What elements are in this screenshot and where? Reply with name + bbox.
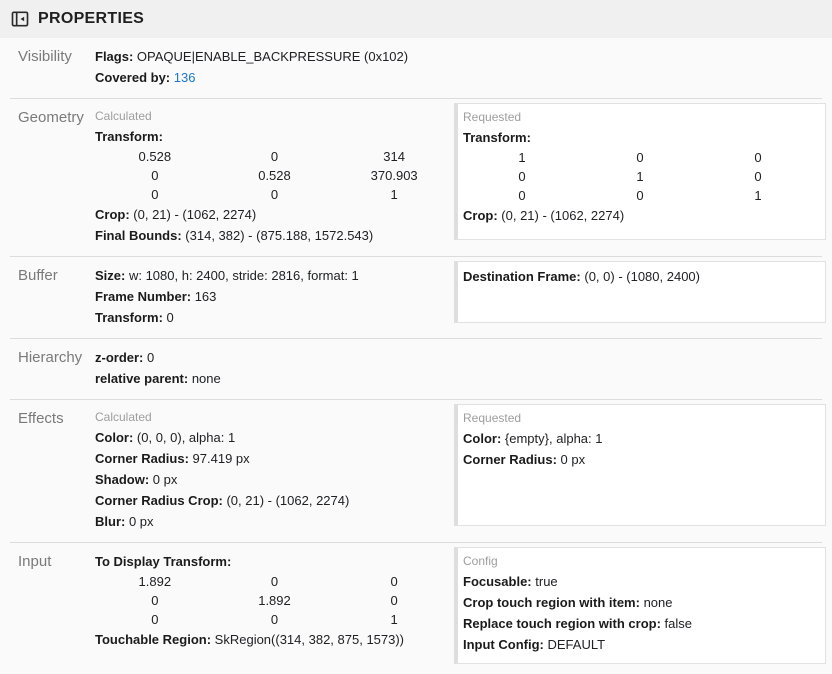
- replace-touch-region-property: [463, 613, 817, 634]
- matrix-cell: 0.528: [138, 149, 172, 164]
- flags-property: [95, 46, 454, 67]
- z-order-property: [95, 347, 454, 368]
- property-label: Crop:: [95, 207, 130, 222]
- corner-radius-property: [463, 449, 817, 470]
- color-property: [95, 427, 454, 448]
- matrix-cell: 0: [518, 169, 526, 184]
- matrix-cell: 1.892: [138, 574, 172, 589]
- corner-radius-crop-property: [95, 490, 454, 511]
- property-label: Replace touch region with crop:: [463, 616, 661, 631]
- property-value: (314, 382) - (875.188, 1572.543): [185, 228, 374, 243]
- transform-property: [463, 127, 817, 148]
- calculated-transform-matrix: [95, 147, 454, 204]
- section-geometry: [0, 99, 832, 256]
- matrix-cell: 0: [270, 149, 279, 164]
- property-value: none: [643, 595, 673, 610]
- property-label: Frame Number:: [95, 289, 192, 304]
- property-label: relative parent:: [95, 371, 189, 386]
- property-value: (0, 21) - (1062, 2274): [501, 208, 625, 223]
- section-label: Visibility: [18, 48, 72, 65]
- property-label: Corner Radius Crop:: [95, 493, 223, 508]
- property-value: 0: [166, 310, 174, 325]
- property-label: Touchable Region:: [95, 632, 212, 647]
- matrix-cell: 0: [151, 187, 159, 202]
- matrix-cell: 314: [383, 149, 405, 164]
- property-value: true: [535, 574, 558, 589]
- matrix-cell: 0: [754, 169, 762, 184]
- property-label: Size:: [95, 268, 126, 283]
- property-label: Focusable:: [463, 574, 532, 589]
- final-bounds-property: [95, 225, 454, 246]
- panel-title: PROPERTIES: [38, 10, 145, 27]
- matrix-cell: 0: [636, 150, 644, 165]
- matrix-cell: 0: [270, 187, 279, 202]
- destination-frame-box: [454, 261, 826, 323]
- matrix-cell: 0: [390, 593, 398, 608]
- property-label: Corner Radius:: [463, 452, 557, 467]
- property-label: Color:: [463, 431, 502, 446]
- property-label: Transform:: [95, 310, 163, 325]
- matrix-cell: 1.892: [258, 593, 291, 608]
- section-hierarchy: [0, 339, 832, 399]
- requested-geometry-box: [454, 103, 826, 240]
- config-caption: Config: [463, 554, 498, 568]
- property-label: Transform:: [95, 129, 163, 144]
- property-value: {empty}, alpha: 1: [504, 431, 603, 446]
- matrix-cell: 0: [390, 574, 398, 589]
- relative-parent-property: [95, 368, 454, 389]
- section-label: Geometry: [18, 109, 84, 126]
- covered-by-link[interactable]: 136: [173, 70, 196, 85]
- property-value: DEFAULT: [547, 637, 606, 652]
- property-value: (0, 21) - (1062, 2274): [226, 493, 350, 508]
- requested-caption: Requested: [463, 411, 522, 425]
- to-display-transform-matrix: [95, 572, 454, 629]
- panel-header: [0, 0, 832, 38]
- matrix-cell: 0: [518, 188, 526, 203]
- crop-property: [463, 205, 817, 226]
- property-label: Transform:: [463, 130, 531, 145]
- section-buffer: [0, 257, 832, 338]
- matrix-cell: 0: [270, 574, 279, 589]
- requested-caption: Requested: [463, 110, 522, 124]
- matrix-cell: 0: [151, 593, 159, 608]
- property-value: (0, 0) - (1080, 2400): [584, 269, 700, 284]
- property-value: 0 px: [152, 472, 178, 487]
- property-value: 163: [194, 289, 217, 304]
- property-value: 0: [147, 350, 155, 365]
- property-label: To Display Transform:: [95, 554, 232, 569]
- corner-radius-property: [95, 448, 454, 469]
- matrix-cell: 1: [518, 150, 526, 165]
- matrix-cell: 1: [636, 169, 644, 184]
- matrix-cell: 0: [270, 612, 279, 627]
- property-value: 97.419 px: [192, 451, 250, 466]
- section-label: Input: [18, 553, 52, 570]
- property-label: Destination Frame:: [463, 269, 581, 284]
- section-label: Effects: [18, 410, 64, 427]
- property-label: Flags:: [95, 49, 134, 64]
- size-property: [95, 265, 454, 286]
- property-label: Color:: [95, 430, 134, 445]
- calculated-caption: Calculated: [95, 109, 152, 123]
- frame-number-property: [95, 286, 454, 307]
- section-input: [0, 543, 832, 674]
- transform-property: [95, 307, 454, 328]
- property-label: Corner Radius:: [95, 451, 189, 466]
- property-value: 0 px: [560, 452, 586, 467]
- covered-by-property: [95, 67, 454, 88]
- property-value: (0, 21) - (1062, 2274): [133, 207, 257, 222]
- property-value: false: [664, 616, 693, 631]
- matrix-cell: 0: [151, 168, 159, 183]
- section-effects: [0, 400, 832, 542]
- color-property: [463, 428, 817, 449]
- destination-frame-property: [463, 266, 817, 287]
- crop-touch-region-property: [463, 592, 817, 613]
- property-label: Crop touch region with item:: [463, 595, 640, 610]
- property-value: w: 1080, h: 2400, stride: 2816, format: 1: [128, 268, 359, 283]
- property-label: Shadow:: [95, 472, 150, 487]
- matrix-cell: 0: [151, 612, 159, 627]
- input-config-box: [454, 547, 826, 664]
- matrix-cell: 0: [636, 188, 644, 203]
- touchable-region-property: [95, 629, 454, 650]
- section-visibility: [0, 38, 832, 98]
- property-value: (0, 0, 0), alpha: 1: [136, 430, 236, 445]
- matrix-cell: 0: [754, 150, 762, 165]
- property-value: SkRegion((314, 382, 875, 1573)): [214, 632, 405, 647]
- property-value: none: [191, 371, 221, 386]
- focusable-property: [463, 571, 817, 592]
- matrix-cell: 1: [390, 187, 398, 202]
- matrix-cell: 1: [754, 188, 762, 203]
- panel-collapse-icon[interactable]: [10, 9, 30, 29]
- property-value: OPAQUE|ENABLE_BACKPRESSURE (0x102): [136, 49, 409, 64]
- property-label: Blur:: [95, 514, 126, 529]
- property-label: Covered by:: [95, 70, 171, 85]
- matrix-cell: 0.528: [258, 168, 291, 183]
- blur-property: [95, 511, 454, 532]
- property-label: z-order:: [95, 350, 144, 365]
- property-label: Input Config:: [463, 637, 544, 652]
- transform-property: [95, 126, 454, 147]
- matrix-cell: 1: [390, 612, 398, 627]
- crop-property: [95, 204, 454, 225]
- section-label: Hierarchy: [18, 349, 83, 366]
- property-label: Crop:: [463, 208, 498, 223]
- to-display-transform-property: [95, 551, 454, 572]
- shadow-property: [95, 469, 454, 490]
- property-label: Final Bounds:: [95, 228, 182, 243]
- section-label: Buffer: [18, 267, 58, 284]
- calculated-caption: Calculated: [95, 410, 152, 424]
- requested-transform-matrix: [463, 148, 817, 205]
- requested-effects-box: [454, 404, 826, 526]
- matrix-cell: 370.903: [370, 168, 418, 183]
- property-value: 0 px: [128, 514, 154, 529]
